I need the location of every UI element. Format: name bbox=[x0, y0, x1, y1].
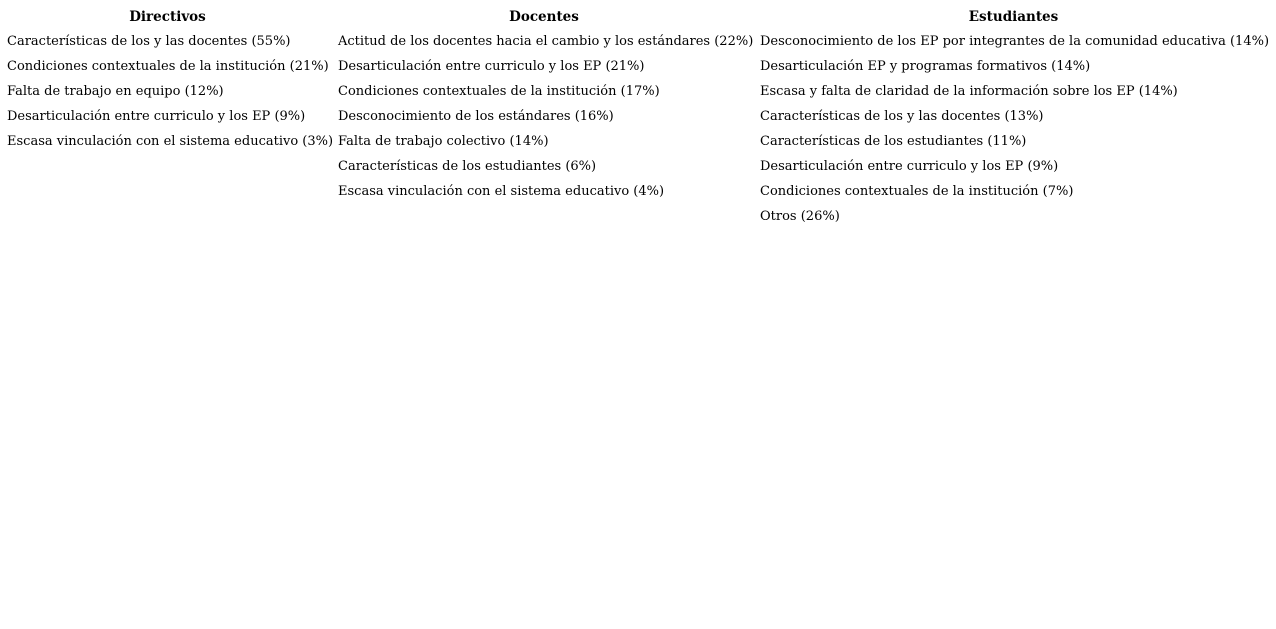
categories-table bbox=[2, 5, 1272, 229]
cell-estudiantes: Otros (26%) bbox=[760, 209, 840, 224]
cell-estudiantes: Condiciones contextuales de la institución (7%) bbox=[760, 184, 1074, 199]
table-row bbox=[2, 29, 1272, 54]
header-docentes: Docentes bbox=[509, 9, 579, 25]
cell-directivos: Falta de trabajo en equipo (12%) bbox=[7, 84, 224, 99]
cell-docentes: Desarticulación entre curriculo y los EP (21%) bbox=[338, 59, 645, 74]
table-row bbox=[2, 204, 1272, 229]
cell-docentes: Actitud de los docentes hacia el cambio y los estándares (22%) bbox=[338, 34, 754, 49]
cell-docentes: Desconocimiento de los estándares (16%) bbox=[338, 109, 614, 124]
page bbox=[0, 5, 1276, 629]
cell-estudiantes: Escasa y falta de claridad de la información sobre los EP (14%) bbox=[760, 84, 1178, 99]
cell-docentes bbox=[333, 204, 755, 229]
cell-estudiantes: Características de los estudiantes (11%) bbox=[760, 134, 1027, 149]
cell-estudiantes: Desarticulación EP y programas formativos (14%) bbox=[760, 59, 1091, 74]
cell-docentes: Características de los estudiantes (6%) bbox=[338, 159, 597, 174]
cell-directivos: Escasa vinculación con el sistema educativo (3%) bbox=[7, 134, 333, 149]
table-row bbox=[2, 104, 1272, 129]
cell-directivos: Desarticulación entre curriculo y los EP (9%) bbox=[7, 109, 306, 124]
cell-directivos bbox=[2, 154, 333, 179]
cell-directivos bbox=[2, 179, 333, 204]
cell-estudiantes: Desconocimiento de los EP por integrantes de la comunidad educativa (14%) bbox=[760, 34, 1270, 49]
table-row bbox=[2, 129, 1272, 154]
table-row bbox=[2, 154, 1272, 179]
header-estudiantes: Estudiantes bbox=[968, 9, 1059, 25]
header-row bbox=[2, 5, 1272, 29]
header-directivos: Directivos bbox=[129, 9, 206, 25]
cell-docentes: Escasa vinculación con el sistema educativo (4%) bbox=[338, 184, 665, 199]
cell-docentes: Condiciones contextuales de la institución (17%) bbox=[338, 84, 660, 99]
cell-estudiantes: Características de los y las docentes (13%) bbox=[760, 109, 1044, 124]
table-row bbox=[2, 79, 1272, 104]
cell-directivos: Condiciones contextuales de la institución (21%) bbox=[7, 59, 329, 74]
cell-estudiantes: Desarticulación entre curriculo y los EP (9%) bbox=[760, 159, 1059, 174]
cell-directivos bbox=[2, 204, 333, 229]
cell-directivos: Características de los y las docentes (55%) bbox=[7, 34, 291, 49]
table-row bbox=[2, 179, 1272, 204]
table-row bbox=[2, 54, 1272, 79]
cell-docentes: Falta de trabajo colectivo (14%) bbox=[338, 134, 549, 149]
